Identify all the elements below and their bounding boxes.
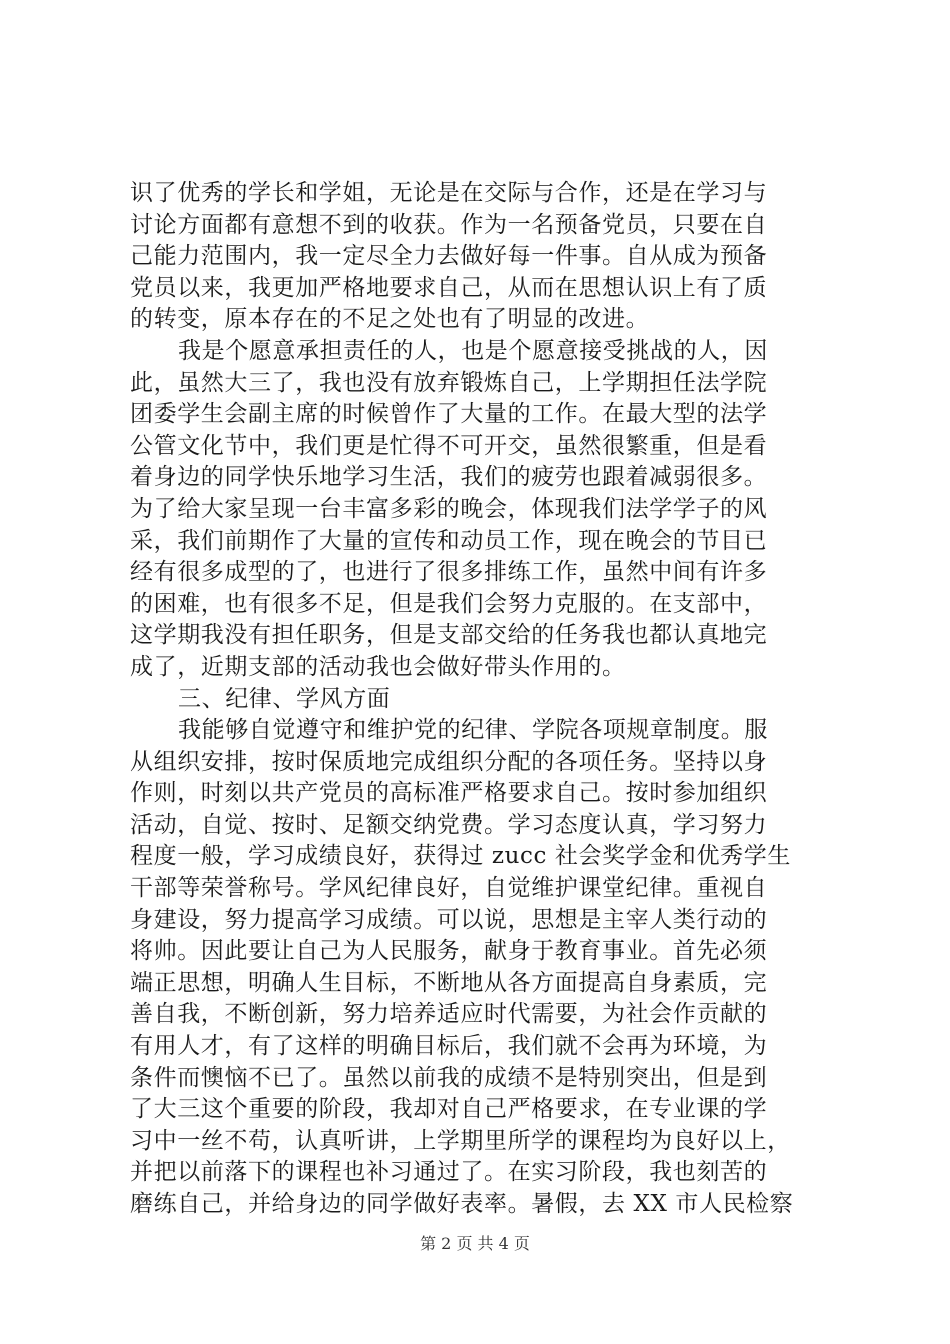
text-line-32: 并把以前落下的课程也补习通过了。在实习阶段，我也刻苦的: [130, 1159, 768, 1186]
text-line-11: 为了给大家呈现一台丰富多彩的晚会，体现我们法学学子的风: [130, 495, 768, 522]
text-line-9: 公管文化节中，我们更是忙得不可开交，虽然很繁重，但是看: [130, 432, 768, 459]
text-line-10: 着身边的同学快乐地学习生活，我们的疲劳也跟着减弱很多。: [130, 464, 768, 491]
section-heading: 三、纪律、学风方面: [178, 685, 391, 712]
text-line-25: 将帅。因此要让自己为人民服务，献身于教育事业。首先必须: [130, 938, 768, 965]
text-line-1: 识了优秀的学长和学姐，无论是在交际与合作，还是在学习与: [130, 180, 768, 206]
text-line-13: 经有很多成型的了，也进行了很多排练工作，虽然中间有许多: [130, 559, 768, 586]
text-line-15: 这学期我没有担任职务，但是支部交给的任务我也都认真地完: [130, 622, 768, 649]
text-line-29: 条件而懊恼不已了。虽然以前我的成绩不是特别突出，但是到: [130, 1064, 768, 1091]
text-line-8: 团委学生会副主席的时候曾作了大量的工作。在最大型的法学: [130, 401, 768, 428]
text-line-12: 采，我们前期作了大量的宣传和动员工作，现在晚会的节目已: [130, 527, 768, 554]
text-line-19: 从组织安排，按时保质地完成组织分配的各项任务。坚持以身: [130, 748, 768, 775]
text-line-16: 成了，近期支部的活动我也会做好带头作用的。: [130, 653, 626, 680]
text-line-28: 有用人才，有了这样的明确目标后，我们就不会再为环境，为: [130, 1033, 768, 1060]
text-line-22: 程度一般，学习成绩良好，获得过 zucc 社会奖学金和优秀学生: [130, 843, 791, 870]
page-number-footer: 第 2 页 共 4 页: [420, 1234, 530, 1253]
text-line-33: 磨练自己，并给身边的同学做好表率。暑假，去 XX 市人民检察: [130, 1191, 794, 1217]
text-line-21: 活动，自觉、按时、足额交纳党费。学习态度认真，学习努力: [130, 811, 768, 838]
text-line-26: 端正思想，明确人生目标，不断地从各方面提高自身素质，完: [130, 969, 768, 996]
text-line-6: 我是个愿意承担责任的人，也是个愿意接受挑战的人，因: [178, 337, 768, 364]
text-line-7: 此，虽然大三了，我也没有放弃锻炼自己，上学期担任法学院: [130, 369, 768, 396]
text-line-24: 身建设，努力提高学习成绩。可以说，思想是主宰人类行动的: [130, 906, 768, 933]
text-line-30: 了大三这个重要的阶段，我却对自己严格要求，在专业课的学: [130, 1096, 768, 1123]
text-line-3: 己能力范围内，我一定尽全力去做好每一件事。自从成为预备: [130, 243, 768, 270]
text-line-5: 的转变，原本存在的不足之处也有了明显的改进。: [130, 306, 650, 333]
text-line-18: 我能够自觉遵守和维护党的纪律、学院各项规章制度。服: [178, 717, 768, 744]
text-line-20: 作则，时刻以共产党员的高标准严格要求自己。按时参加组织: [130, 780, 768, 807]
text-line-4: 党员以来，我更加严格地要求自己，从而在思想认识上有了质: [130, 274, 768, 301]
text-line-14: 的困难，也有很多不足，但是我们会努力克服的。在支部中，: [130, 590, 768, 617]
text-line-23: 干部等荣誉称号。学风纪律良好，自觉维护课堂纪律。重视自: [130, 875, 768, 902]
document-body: [130, 178, 830, 1221]
text-line-2: 讨论方面都有意想不到的收获。作为一名预备党员，只要在自: [130, 211, 768, 238]
text-line-27: 善自我，不断创新，努力培养适应时代需要，为社会作贡献的: [130, 1001, 768, 1028]
text-line-31: 习中一丝不苟，认真听讲，上学期里所学的课程均为良好以上，: [130, 1127, 791, 1154]
